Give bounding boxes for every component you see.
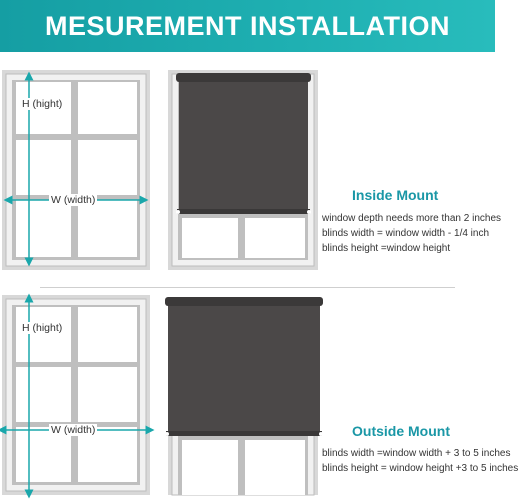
- inside-width-label: W (width): [51, 194, 96, 206]
- inside-roller-blind: [176, 73, 311, 214]
- outside-spec-width: blinds width =window width + 3 to 5 inches: [322, 448, 511, 459]
- outside-spec-height: blinds height = window height +3 to 5 inches: [322, 463, 518, 474]
- page-title: MESUREMENT INSTALLATION: [45, 11, 450, 41]
- inside-spec-height: blinds height =window height: [322, 243, 451, 254]
- inside-height-label: H (hight): [22, 98, 63, 110]
- outside-height-label: H (hight): [22, 322, 63, 334]
- outside-width-label: W (width): [51, 424, 96, 436]
- section-divider: [40, 287, 455, 288]
- outside-roller-blind: [165, 297, 323, 436]
- inside-spec-depth: window depth needs more than 2 inches: [322, 213, 502, 224]
- outside-mount-title: Outside Mount: [352, 423, 450, 439]
- inside-spec-width: blinds width = window width - 1/4 inch: [322, 228, 490, 239]
- inside-mount-title: Inside Mount: [352, 187, 439, 203]
